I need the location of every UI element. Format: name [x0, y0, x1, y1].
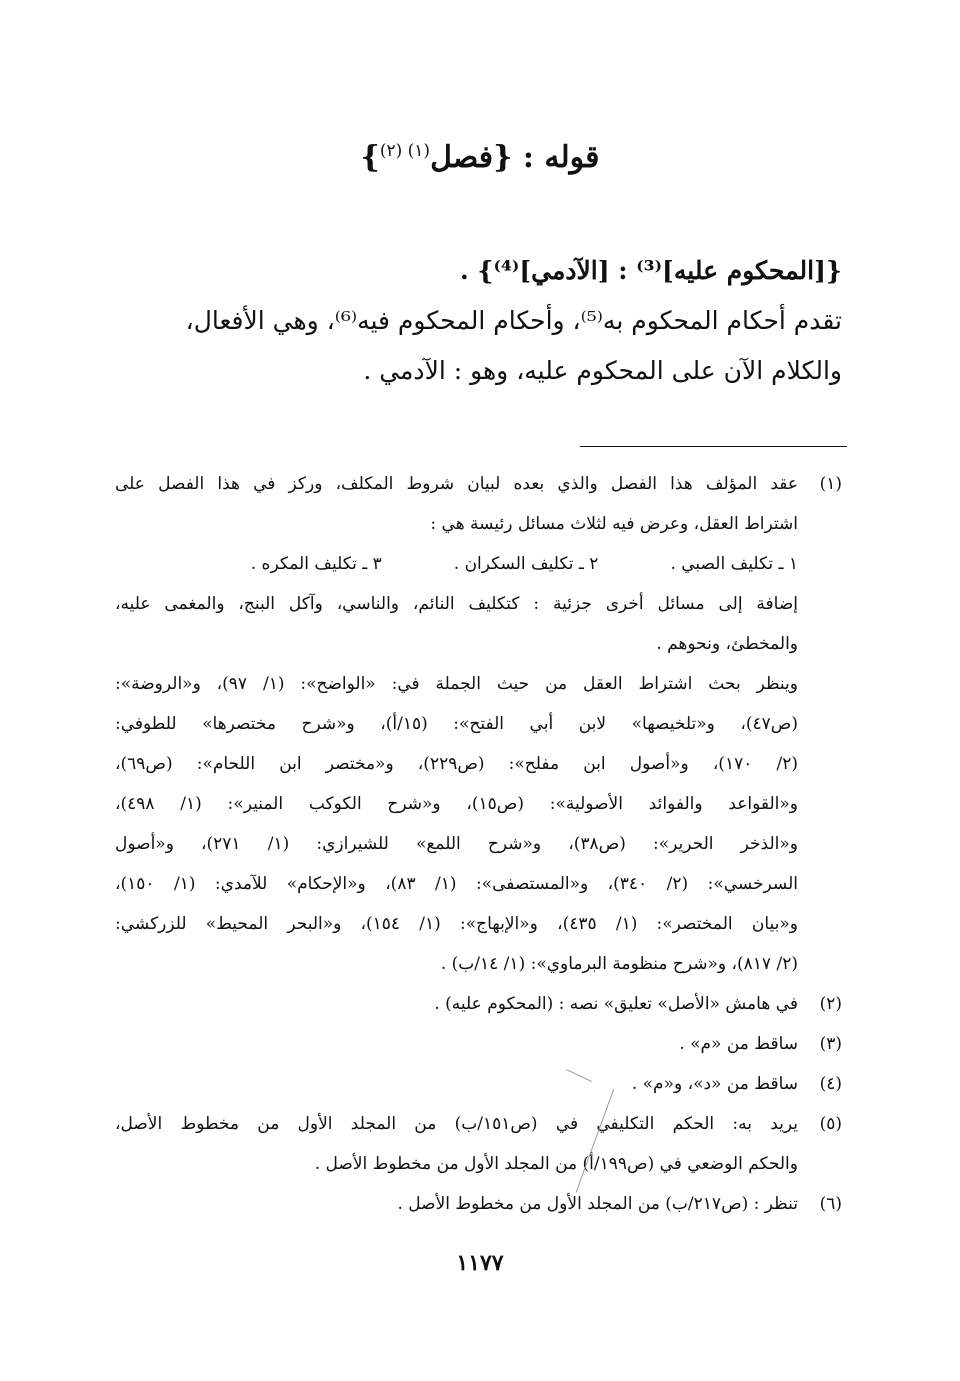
footnote-4 — [115, 1064, 842, 1104]
heading-text: قوله : {فصل — [430, 140, 600, 175]
footnote-line: ساقط من «د»، و«م» . — [631, 1074, 798, 1094]
footnote-line: والمخطئ، ونحوهم . — [656, 634, 798, 654]
footnote-line: (ص٤٧)، و«تلخيصها» لابن أبي الفتح»: (١٥/أ)، و«شرح مختصرها» للطوفي: — [115, 714, 798, 734]
footnote-body — [115, 1024, 798, 1064]
footnote-list-item: ٢ ـ تكليف السكران . — [453, 554, 599, 574]
footnote-6 — [115, 1184, 842, 1224]
footnote-body — [115, 1184, 798, 1224]
footnote-line: والحكم الوضعي في (ص١٩٩/أ) من المجلد الأول من مخطوط الأصل . — [314, 1154, 798, 1174]
subject-line: {[المحكوم عليه]⁽³⁾ : [الآدمي]⁽⁴⁾} . — [460, 256, 842, 285]
page-number: ١١٧٧ — [456, 1250, 504, 1276]
footnote-5 — [115, 1104, 842, 1184]
footnote-line: وينظر بحث اشتراط العقل من حيث الجملة في: «الواضح»: (١/ ٩٧)، و«الروضة»: — [115, 674, 798, 694]
footnote-line: يريد به: الحكم التكليفي في (ص١٥١/ب) من المجلد الأول من مخطوط الأصل، — [115, 1114, 798, 1134]
footnote-body — [115, 984, 798, 1024]
footnote-line: (٢/ ٨١٧)، و«شرح منظومة البرماوي»: (١/ ١٤/ب) . — [440, 954, 798, 974]
footnote-number: (٥) — [819, 1114, 842, 1134]
footnote-number: (٣) — [819, 1034, 842, 1054]
heading-close-brace: } — [360, 140, 380, 175]
footnote-line: (٢/ ١٧٠)، و«أصول ابن مفلح»: (ص٢٢٩)، و«مختصر ابن اللحام»: (ص٦٩)، — [115, 754, 798, 774]
footnote-line: إضافة إلى مسائل أخرى جزئية : كتكليف النائم، والناسي، وآكل البنج، والمغمى عليه، — [115, 594, 798, 614]
footnote-line: السرخسي»: (٢/ ٣٤٠)، و«المستصفى»: (١/ ٨٣)، و«الإحكام» للآمدي: (١/ ١٥٠)، — [115, 874, 798, 894]
footnote-body — [115, 1064, 798, 1104]
footnote-body — [115, 1104, 798, 1184]
footnote-line: و«بيان المختصر»: (١/ ٤٣٥)، و«الإبهاج»: (١/ ١٥٤)، و«البحر المحيط» للزركشي: — [115, 914, 798, 934]
footnote-line: ساقط من «م» . — [679, 1034, 798, 1054]
footnote-number: (٦) — [819, 1194, 842, 1214]
body-line: والكلام الآن على المحكوم عليه، وهو : الآدمي . — [363, 356, 842, 385]
body-line: تقدم أحكام المحكوم به⁽⁵⁾، وأحكام المحكوم فيه⁽⁶⁾، وهي الأفعال، — [185, 306, 842, 335]
footnote-number: (٢) — [819, 994, 842, 1014]
footnote-line: في هامش «الأصل» تعليق» نصه : (المحكوم عليه) . — [434, 994, 798, 1014]
main-text — [115, 246, 842, 396]
footnote-line: و«القواعد والفوائد الأصولية»: (ص١٥)، و«شرح الكوكب المنير»: (١/ ٤٩٨)، — [115, 794, 798, 814]
footnote-list — [115, 544, 798, 584]
footnote-line: و«الذخر الحرير»: (ص٣٨)، و«شرح اللمع» للشيرازي: (١/ ٢٧١)، و«أصول — [115, 834, 798, 854]
footnote-list-item: ١ ـ تكليف الصبي . — [670, 554, 798, 574]
footnote-2 — [115, 984, 842, 1024]
footnote-body — [115, 464, 798, 984]
footnote-1 — [115, 464, 842, 984]
footnote-separator — [580, 446, 847, 447]
footnote-line: تنظر : (ص٢١٧/ب) من المجلد الأول من مخطوط الأصل . — [397, 1194, 798, 1214]
footnote-3 — [115, 1024, 842, 1064]
footnote-line: اشتراط العقل، وعرض فيه لثلاث مسائل رئيسة هي : — [430, 514, 798, 534]
footnote-number: (٤) — [819, 1074, 842, 1094]
section-heading — [0, 140, 960, 175]
footnotes — [115, 464, 842, 1224]
footnote-line: عقد المؤلف هذا الفصل والذي بعده لبيان شروط المكلف، وركز في هذا الفصل على — [115, 474, 798, 494]
footnote-number: (١) — [819, 474, 842, 494]
footnote-list-item: ٣ ـ تكليف المكره . — [250, 554, 382, 574]
heading-footnote-refs: (١) (٢) — [379, 141, 431, 161]
